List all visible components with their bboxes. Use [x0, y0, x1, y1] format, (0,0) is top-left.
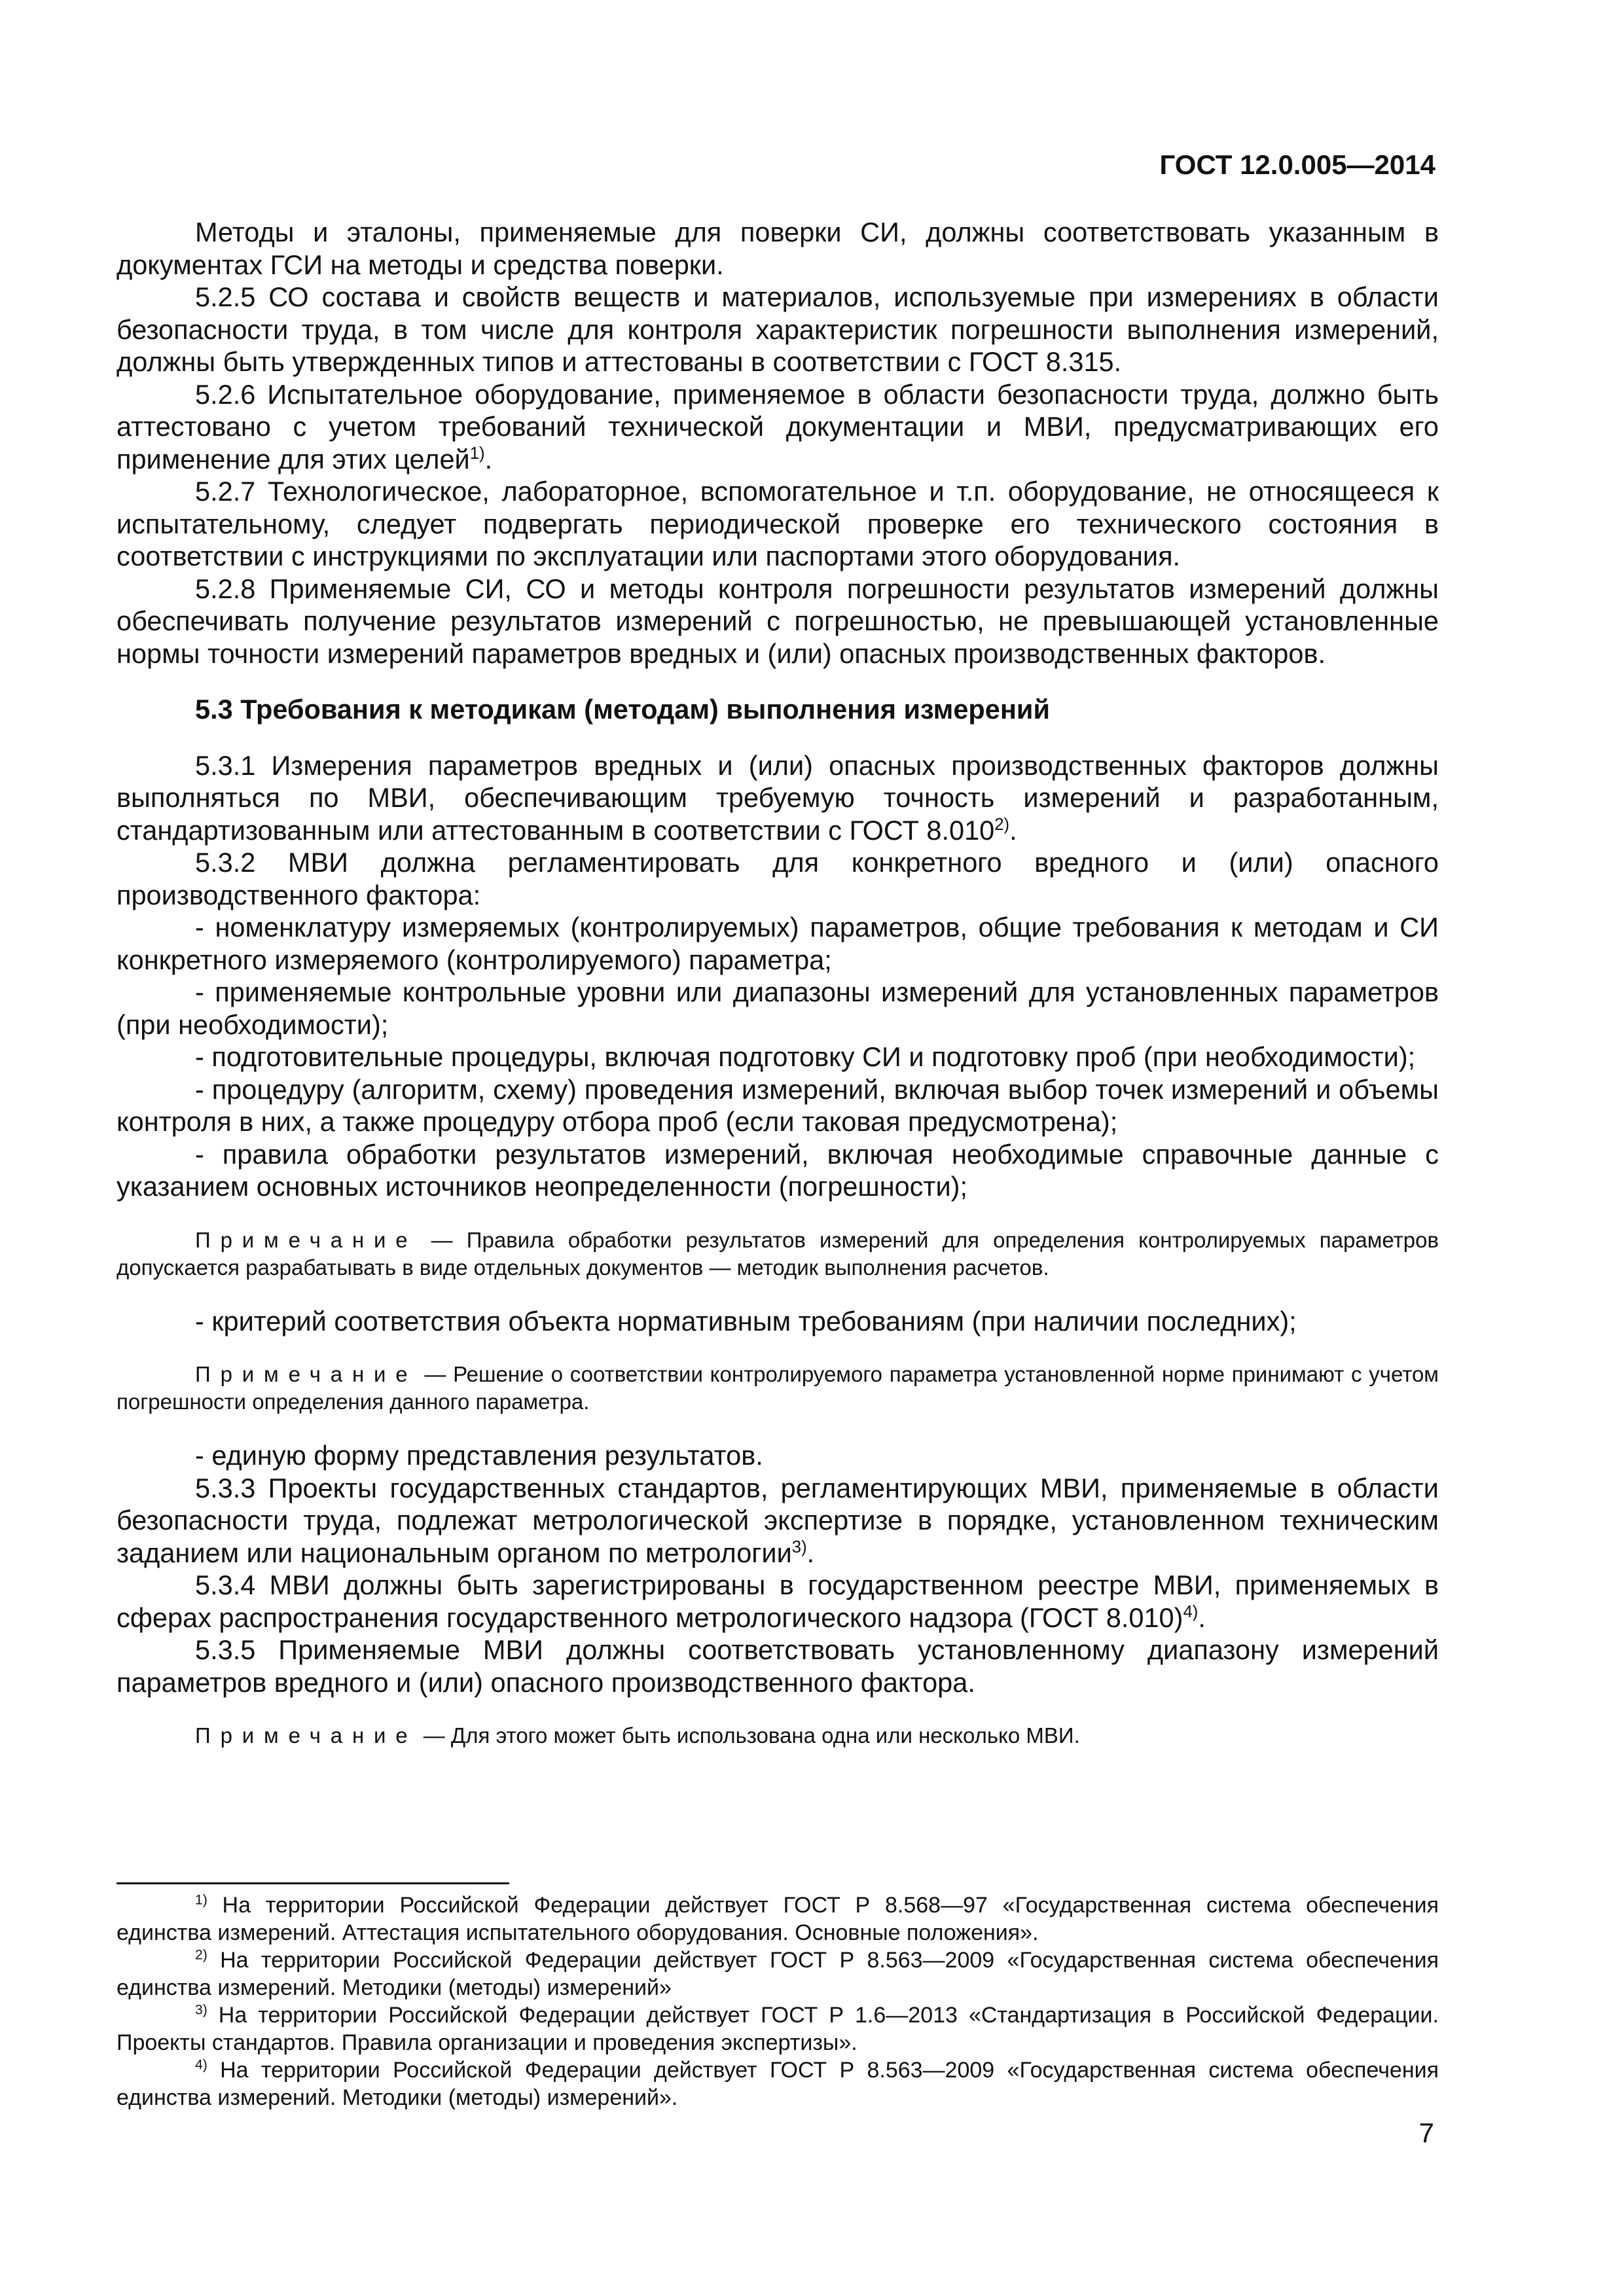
list-item-criterion: - критерий соответствия объекта нормативным требованиям (при наличии последних); [195, 1305, 1297, 1336]
note-label: Примечание [195, 1723, 418, 1748]
document-header: ГОСТ 12.0.005—2014 [1159, 149, 1435, 180]
footnote-ref-2: 2) [994, 815, 1010, 834]
paragraph-5-3-2: 5.3.2 МВИ должна регламентировать для конкретного вредного и (или) опасного производственного фактора: [117, 847, 1439, 910]
paragraph-5-2-5: 5.2.5 СО состава и свойств веществ и материалов, используемые при измерениях в области безопасности труда, в том числе для контроля характеристик погрешности выполнения измерений, должны быть утвержденных типов и аттестованы в соответствии с ГОСТ 8.315. [117, 281, 1439, 377]
footnotes [117, 1892, 1439, 2111]
footnote-3: $^{3)}$ На территории Российской Федерации действует ГОСТ Р 1.6—2013 «Стандартизация в Российской Федерации. Проекты стандартов. Правила организации и проведения экспертизы». [117, 2002, 1439, 2055]
footnote-1: $^{1)}$ На территории Российской Федерации действует ГОСТ Р 8.568—97 «Государственная система обеспечения единства измерений. Аттестация испытательного оборудования. Основные положения». [117, 1892, 1439, 1945]
section-title-5-3: 5.3 Требования к методикам (методам) выполнения измерений [195, 694, 1050, 725]
list-item: - применяемые контрольные уровни или диапазоны измерений для установленных параметров (при необходимости); [117, 977, 1439, 1040]
note-label: Примечание [195, 1227, 418, 1252]
document-body [117, 216, 1439, 1749]
paragraph-5-2-8: 5.2.8 Применяемые СИ, СО и методы контроля погрешности результатов измерений должны обеспечивать получение результатов измерений с погрешностью, не превышающей установленные нормы точности измерений параметров вредных и (или) опасных производственных факторов. [117, 573, 1439, 669]
paragraph-5-3-1: 5.3.1 Измерения параметров вредных и (или) опасных производственных факторов должны выполняться по МВИ, обеспечивающим требуемую точность измерений и разработанным, стандартизованным или аттестованным в соответствии с ГОСТ 8.010$^{2)}$. [117, 749, 1439, 846]
list-item-result-form: - единую форму представления результатов. [195, 1440, 763, 1471]
paragraph-5-2-6: 5.2.6 Испытательное оборудование, применяемое в области безопасности труда, должно быть аттестовано с учетом требований технической документации и МВИ, предусматривающих его применение для этих целей$^{1)}$. [117, 378, 1439, 475]
footnote-2: $^{2)}$ На территории Российской Федерации действует ГОСТ Р 8.563—2009 «Государственная система обеспечения единства измерений. Методики (методы) измерений» [117, 1947, 1439, 2000]
note-mvi-usage: Примечание — Для этого может быть использована одна или несколько МВИ. [195, 1723, 1080, 1748]
page-number: 7 [1418, 2117, 1434, 2148]
note-calculation-methods: Примечание — Правила обработки результатов измерений для определения контролируемых параметров допускается разрабатывать в виде отдельных документов — методик выполнения расчетов. [117, 1227, 1439, 1280]
paragraph-5-3-5: 5.3.5 Применяемые МВИ должны соответствовать установленному диапазону измерений параметров вредного и (или) опасного производственного фактора. [117, 1634, 1439, 1698]
footnote-ref-3: 3) [791, 1537, 807, 1556]
paragraph-5-2-7: 5.2.7 Технологическое, лабораторное, вспомогательное и т.п. оборудование, не относящееся к испытательному, следует подвергать периодической проверке его технического состояния в соответствии с инструкциями по эксплуатации или паспортами этого оборудования. [117, 476, 1439, 571]
note-label: Примечание [195, 1362, 418, 1386]
list-item: - номенклатуру измеряемых (контролируемых) параметров, общие требования к методам и СИ конкретного измеряемого (контролируемого) параметра; [117, 912, 1439, 975]
footnote-ref-1: 1) [469, 444, 485, 463]
footnote-ref-4: 4) [1183, 1602, 1199, 1621]
paragraph-5-3-4: 5.3.4 МВИ должны быть зарегистрированы в государственном реестре МВИ, применяемых в сферах распространения государственного метрологического надзора (ГОСТ 8.010)$^{4)}$. [117, 1570, 1439, 1633]
paragraph-verification-methods: Методы и эталоны, применяемые для поверки СИ, должны соответствовать указанным в документах ГСИ на методы и средства поверки. [117, 217, 1439, 280]
paragraph-5-3-3: 5.3.3 Проекты государственных стандартов, регламентирующих МВИ, применяемые в области безопасности труда, подлежат метрологической экспертизе в порядке, установленном техническим заданием или национальным органом по метрологии$^{3)}$. [117, 1472, 1439, 1568]
list-item: - процедуру (алгоритм, схему) проведения измерений, включая выбор точек измерений и объемы контроля в них, а также процедуру отбора проб (если таковая предусмотрена); [117, 1073, 1439, 1137]
note-conformity-decision: Примечание — Решение о соответствии контролируемого параметра установленной норме принимают с учетом погрешности определения данного параметра. [117, 1362, 1439, 1414]
footnote-divider [117, 1882, 509, 1884]
footnote-4: $^{4)}$ На территории Российской Федерации действует ГОСТ Р 8.563—2009 «Государственная система обеспечения единства измерений. Методики (методы) измерений». [117, 2057, 1439, 2110]
list-item: - правила обработки результатов измерений, включая необходимые справочные данные с указанием основных источников неопределенности (погрешности); [117, 1138, 1439, 1202]
list-item: - подготовительные процедуры, включая подготовку СИ и подготовку проб (при необходимости); [195, 1041, 1416, 1072]
